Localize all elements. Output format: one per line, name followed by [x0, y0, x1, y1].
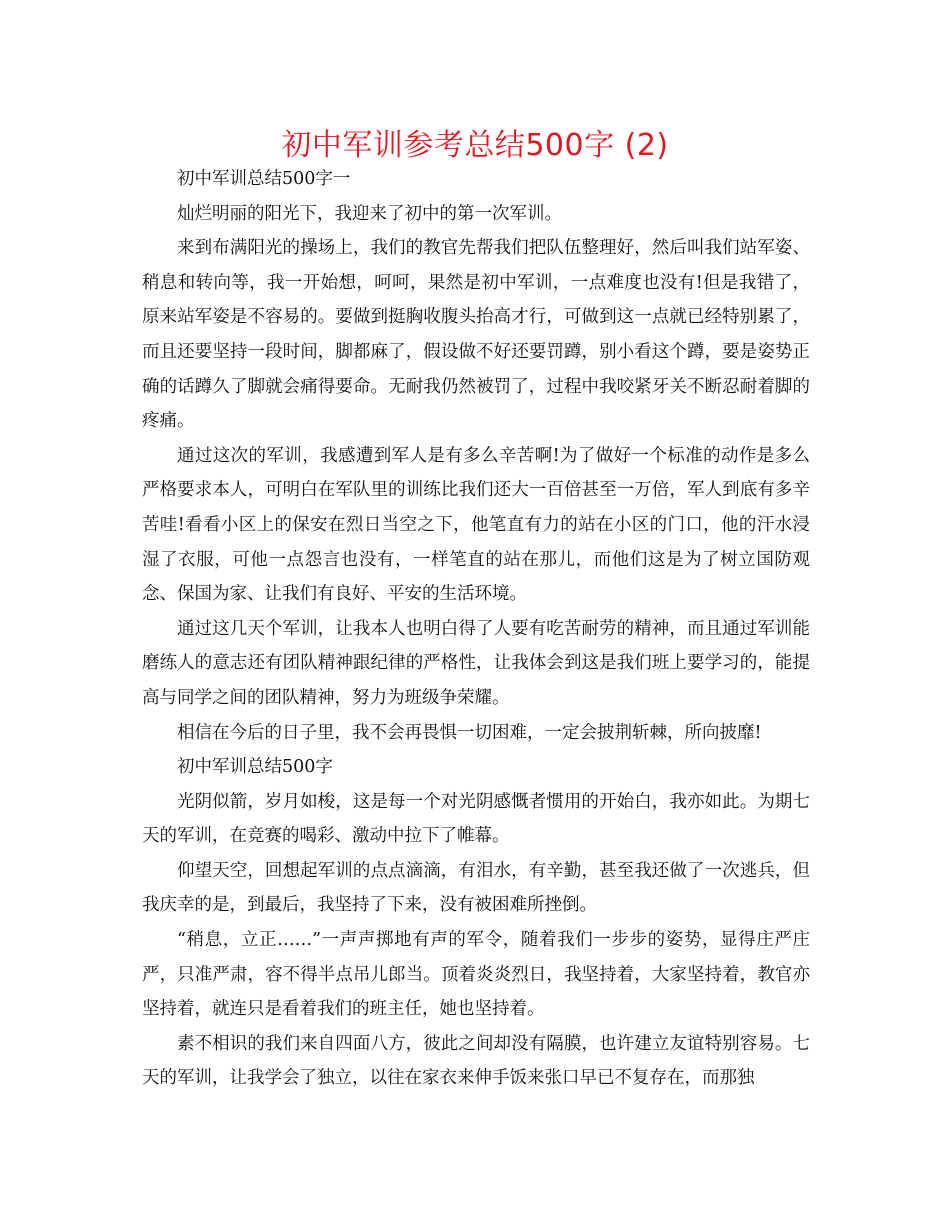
paragraph: 通过这次的军训，我感遭到军人是有多么辛苦啊!为了做好一个标准的动作是多么严格要求本人，可明白在军队里的训练比我们还大一百倍甚至一万倍，军人到底有多辛苦哇!看看小区上的保安在烈日当空之下，他笔直有力的站在小区的门口，他的汗水浸湿了衣服，可他一点怨言也没有，一样笔直的站在那儿，而他们这是为了树立国防观念、保国为家、让我们有良好、平安的生活环境。 [142, 445, 810, 605]
paragraph: “稍息，立正……”一声声掷地有声的军令，随着我们一步步的姿势，显得庄严庄严，只准严肃，容不得半点吊儿郎当。顶着炎炎烈日，我坚持着，大家坚持着，教官亦坚持着，就连只是看着我们的班主任，她也坚持着。 [142, 930, 810, 1020]
paragraph: 光阴似箭，岁月如梭，这是每一个对光阴感慨者惯用的开始白，我亦如此。为期七天的军训，在竞赛的喝彩、激动中拉下了帷幕。 [142, 791, 810, 847]
paragraph: 相信在今后的日子里，我不会再畏惧一切困难，一定会披荆斩棘，所向披靡! [177, 722, 762, 743]
paragraph: 素不相识的我们来自四面八方，彼此之间却没有隔膜，也许建立友谊特别容易。七天的军训，让我学会了独立，以往在家衣来伸手饭来张口早已不复存在，而那独 [142, 1033, 810, 1089]
paragraph: 来到布满阳光的操场上，我们的教官先帮我们把队伍整理好，然后叫我们站军姿、稍息和转向等，我一开始想，呵呵，果然是初中军训，一点难度也没有!但是我错了，原来站军姿是不容易的。要做到挺胸收腹头抬高才行，可做到这一点就已经特别累了，而且还要坚持一段时间，脚都麻了，假设做不好还要罚蹲，别小看这个蹲，要是姿势正确的话蹲久了脚就会痛得要命。无耐我仍然被罚了，过程中我咬紧牙关不断忍耐着脚的疼痛。 [142, 238, 810, 432]
paragraph: 灿烂明丽的阳光下，我迎来了初中的第一次军训。 [177, 203, 562, 224]
document-title: 初中军训参考总结500字 (2) [281, 128, 669, 163]
paragraph: 通过这几天个军训，让我本人也明白得了人要有吃苦耐劳的精神，而且通过军训能磨练人的意志还有团队精神跟纪律的严格性，让我体会到这是我们班上要学习的，能提高与同学之间的团队精神，努力为班级争荣耀。 [142, 618, 810, 708]
document-body [142, 162, 810, 1096]
paragraph: 仰望天空，回想起军训的点点滴滴，有泪水，有辛勤，甚至我还做了一次逃兵，但我庆幸的是，到最后，我坚持了下来，没有被困难所挫倒。 [142, 860, 810, 916]
section-heading-1: 初中军训总结500字一 [177, 169, 351, 189]
section-heading-2: 初中军训总结500字 [177, 757, 333, 778]
